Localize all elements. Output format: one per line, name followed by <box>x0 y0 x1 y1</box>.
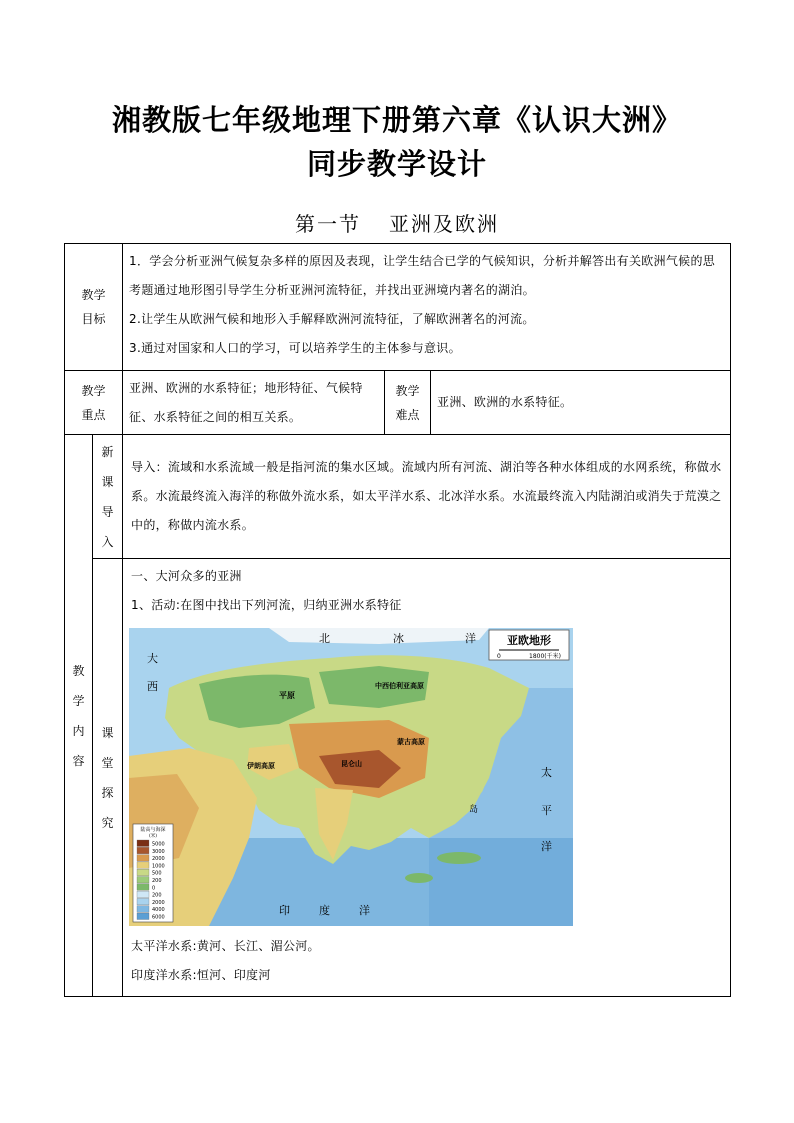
activity-text: 1、活动:在图中找出下列河流，归纳亚洲水系特征 <box>131 598 402 612</box>
legend-swatch <box>137 898 149 905</box>
legend-value: 6000 <box>152 914 165 921</box>
legend-swatch <box>137 869 149 876</box>
map-legend-unit: (米) <box>149 834 158 839</box>
map-label: 昆仑山 <box>341 760 363 768</box>
map-label: 蒙古高原 <box>397 738 426 746</box>
legend-value: 200 <box>152 878 162 884</box>
legend-swatch <box>137 891 149 898</box>
intro-content: 导入：流域和水系流域一般是指河流的集水区域。流域内所有河流、湖泊等各种水体组成的水网系统，称做水系。水流最终流入海洋的称做外流水系，如太平洋水系、北冰洋水系。水流最终流入内陆湖泊或消失于荒漠之中的，称做内流水系。 <box>123 435 731 559</box>
section-name: 亚洲及欧洲 <box>389 212 499 236</box>
focus-label: 教学 重点 <box>65 371 123 435</box>
legend-value: 4000 <box>152 907 165 914</box>
map-scale-end: 1800(千米) <box>529 653 561 660</box>
legend-swatch <box>137 847 149 854</box>
map-label: 伊朗高原 <box>247 762 276 770</box>
map-islands <box>473 762 485 794</box>
map-label: 西 <box>147 680 159 693</box>
legend-swatch <box>137 913 149 920</box>
legend-value: 1000 <box>152 863 165 870</box>
map-islands <box>437 852 481 864</box>
map-label: 度 <box>319 904 331 917</box>
objective-item: 2.让学生从欧洲气候和地形入手解释欧洲河流特征，了解欧洲著名的河流。 <box>129 312 535 326</box>
map-label: 印 <box>279 904 291 917</box>
legend-value: 5000 <box>152 841 165 848</box>
map-legend-title: 陆高与海深 <box>140 827 166 833</box>
explore-row <box>65 559 731 997</box>
map-label: 太 <box>541 766 553 779</box>
section-heading <box>0 208 794 237</box>
content-label: 教 学 内 容 <box>65 435 93 997</box>
legend-swatch <box>137 862 149 869</box>
pacific-system-text: 太平洋水系:黄河、长江、湄公河。 <box>131 939 320 953</box>
legend-swatch <box>137 840 149 847</box>
map-label: 平 <box>541 804 553 817</box>
map-label: 冰 <box>393 632 405 645</box>
document-title: 湘教版七年级地理下册第六章《认识大洲》 <box>111 103 682 137</box>
map-label: 洋 <box>541 840 553 853</box>
map-label: 中西伯利亚高原 <box>375 682 425 690</box>
map-label: 洋 <box>359 904 371 917</box>
map-label: 平原 <box>279 691 296 700</box>
legend-swatch <box>137 877 149 884</box>
difficulty-label: 教学 难点 <box>385 371 431 435</box>
objective-item: 1．学会分析亚洲气候复杂多样的原因及表现，让学生结合已学的气候知识，分析并解答出有关欧洲气候的思考题通过地形图引导学生分析亚洲河流特征，并找出亚洲境内著名的湖泊。 <box>129 254 716 297</box>
explore-heading: 一、大河众多的亚洲 <box>131 569 242 583</box>
legend-swatch <box>137 884 149 891</box>
objectives-content <box>123 244 731 371</box>
intro-row <box>65 435 731 559</box>
intro-label: 新 课 导 入 <box>93 435 123 559</box>
map-islands <box>405 873 433 883</box>
objective-item: 3.通过对国家和人口的学习，可以培养学生的主体参与意识。 <box>129 341 461 355</box>
legend-value: 200 <box>152 892 162 899</box>
map-label: 岛 <box>469 805 479 815</box>
explore-content <box>123 559 731 997</box>
document-subtitle: 同步教学设计 <box>306 147 487 181</box>
lesson-plan-table <box>64 243 731 997</box>
focus-content: 亚洲、欧洲的水系特征；地形特征、气候特征、水系特征之间的相互关系。 <box>123 371 385 435</box>
map-label: 洋 <box>465 632 477 645</box>
legend-value: 3000 <box>152 848 165 855</box>
objectives-row <box>65 244 731 371</box>
legend-swatch <box>137 906 149 913</box>
legend-value: 2000 <box>152 899 165 906</box>
map-title: 亚欧地形 <box>507 634 552 647</box>
map-label: 北 <box>319 632 331 645</box>
section-number: 第一节 <box>295 212 361 236</box>
legend-swatch <box>137 855 149 862</box>
explore-label: 课 堂 探 究 <box>93 559 123 997</box>
legend-value: 500 <box>152 870 162 877</box>
map-label: 大 <box>147 652 159 665</box>
legend-value: 2000 <box>152 856 165 863</box>
map-scale-start: 0 <box>497 653 501 660</box>
difficulty-content: 亚洲、欧洲的水系特征。 <box>431 371 731 435</box>
legend-value: 0 <box>152 885 156 892</box>
indian-system-text: 印度洋水系:恒河、印度河 <box>131 968 271 982</box>
objectives-label: 教学 目标 <box>65 244 123 371</box>
focus-row <box>65 371 731 435</box>
asia-europe-terrain-map <box>129 628 573 926</box>
